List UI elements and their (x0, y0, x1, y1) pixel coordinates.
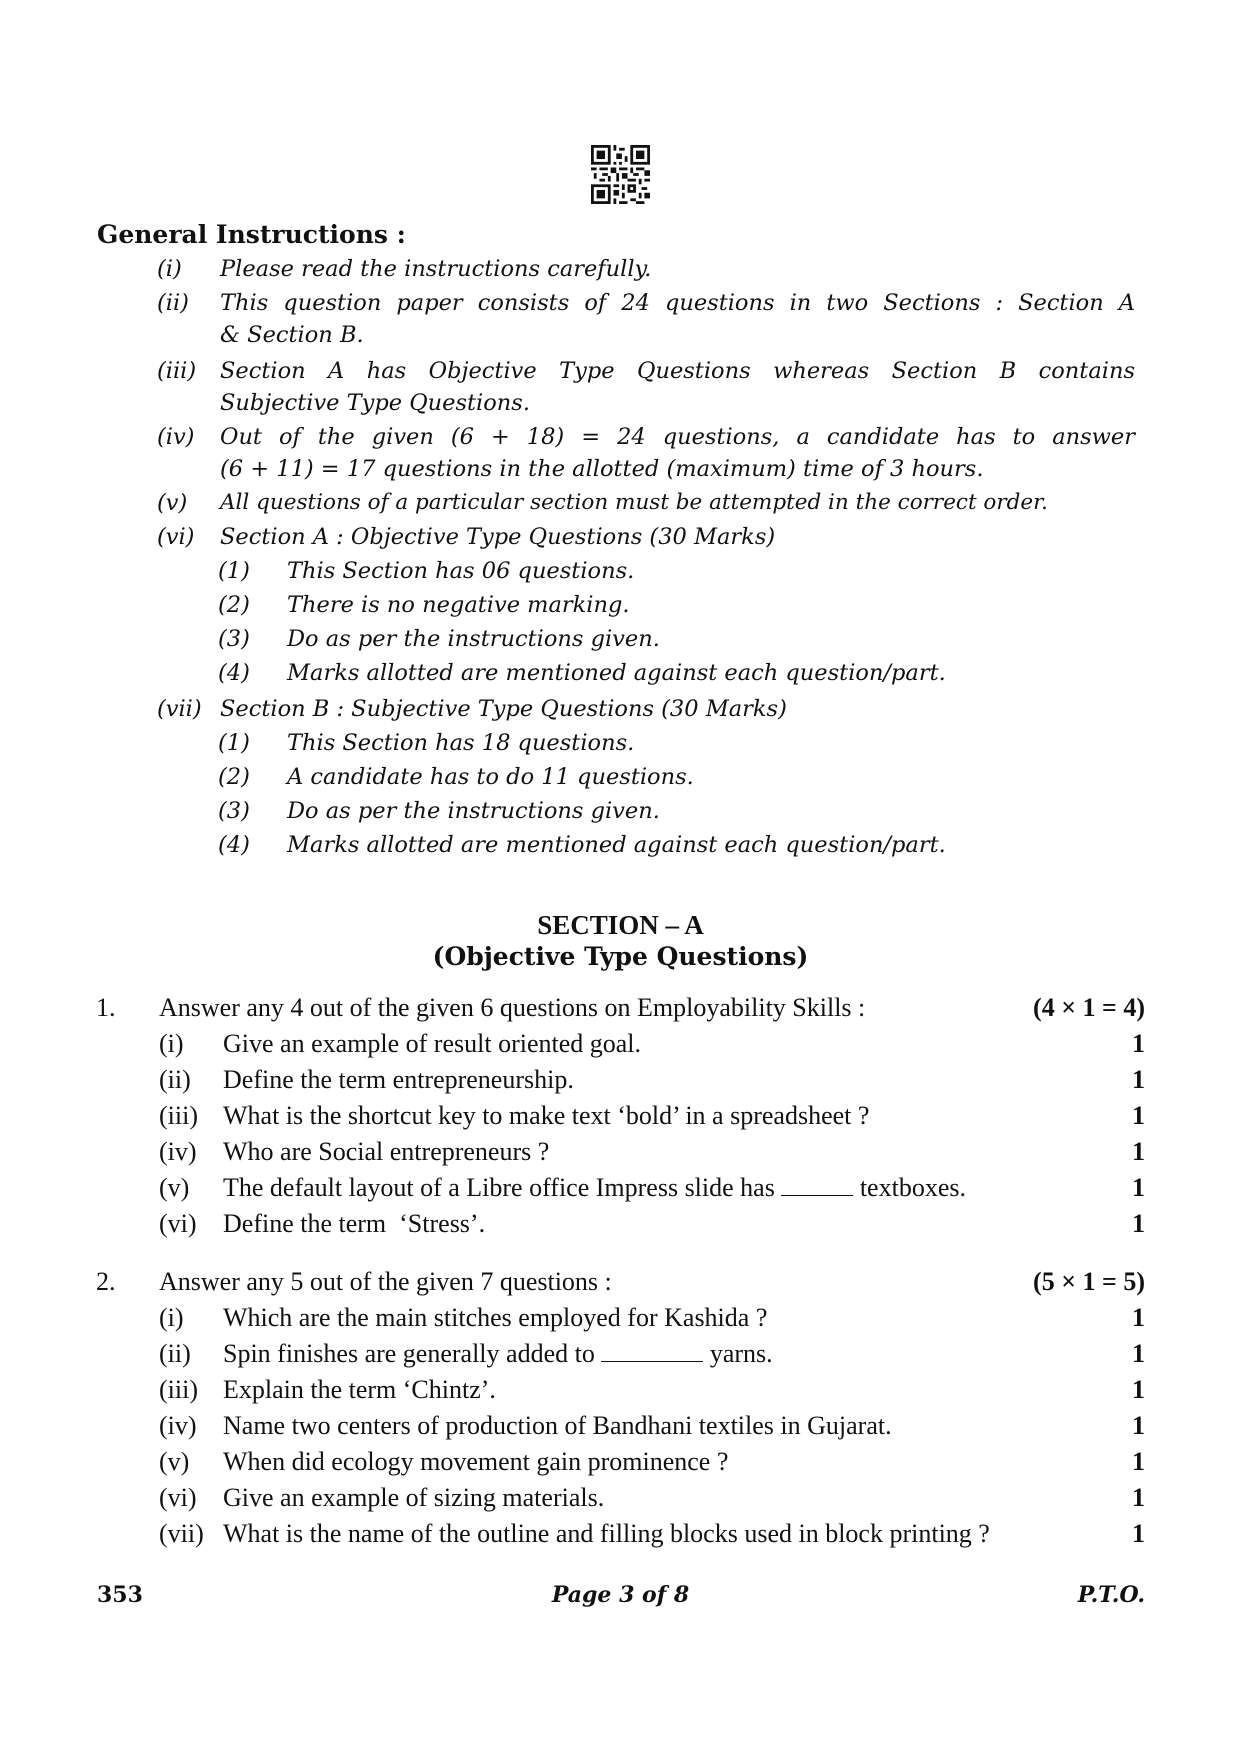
part-marks: 1 (1132, 1375, 1145, 1404)
instruction-text-continued: Subjective Type Questions. (220, 390, 530, 416)
instruction-text: Out of the given (6 + 18) = 24 questions, a candidate has to answer (220, 424, 1135, 450)
sub-instruction-number: (3) (218, 798, 250, 824)
part-text: Explain the term ‘Chintz’. (223, 1375, 496, 1404)
part-number: (ii) (159, 1339, 191, 1368)
sub-instruction-number: (1) (218, 558, 250, 584)
part-number: (iv) (159, 1137, 197, 1166)
part-text-after: textboxes. (859, 1173, 966, 1202)
instruction-text-continued: & Section B. (220, 322, 364, 348)
instruction-number: (i) (157, 256, 182, 282)
part-marks: 1 (1132, 1411, 1145, 1440)
part-marks: 1 (1132, 1029, 1145, 1058)
sub-instruction-number: (2) (218, 592, 250, 618)
part-number: (i) (159, 1303, 184, 1332)
part-marks: 1 (1132, 1137, 1145, 1166)
part-text: Give an example of sizing materials. (223, 1483, 605, 1512)
part-text: What is the shortcut key to make text ‘bold’ in a spreadsheet ? (223, 1101, 870, 1130)
qr-code (591, 145, 650, 204)
part-number: (v) (159, 1447, 190, 1476)
instruction-text: This question paper consists of 24 questions in two Sections : Section A (220, 290, 1135, 316)
instruction-text: Please read the instructions carefully. (220, 256, 652, 282)
sub-instruction-text: Do as per the instructions given. (287, 798, 660, 824)
general-instructions-title: General Instructions : (97, 220, 406, 249)
question-text: Answer any 4 out of the given 6 questions on Employability Skills : (159, 993, 866, 1022)
part-text: Define the term entrepreneurship. (223, 1065, 574, 1094)
sub-instruction-number: (4) (218, 832, 250, 858)
part-number: (i) (159, 1029, 184, 1058)
part-marks: 1 (1132, 1483, 1145, 1512)
question-number: 2. (96, 1267, 116, 1296)
section-heading: SECTION – A (537, 910, 704, 940)
part-text: Give an example of result oriented goal. (223, 1029, 642, 1058)
question-marks: (5 × 1 = 5) (1033, 1267, 1145, 1296)
fill-blank (601, 1341, 703, 1362)
part-text: Who are Social entrepreneurs ? (223, 1137, 550, 1166)
part-number: (vi) (159, 1483, 197, 1512)
part-text: The default layout of a Libre office Impress slide has (223, 1173, 775, 1202)
sub-instruction-text: This Section has 06 questions. (287, 558, 635, 584)
instruction-number: (iii) (157, 358, 197, 384)
sub-instruction-text: A candidate has to do 11 questions. (287, 764, 694, 790)
sub-instruction-number: (4) (218, 660, 250, 686)
part-marks: 1 (1132, 1303, 1145, 1332)
part-number: (iv) (159, 1411, 197, 1440)
sub-instruction-text: There is no negative marking. (287, 592, 630, 618)
instruction-number: (v) (157, 490, 188, 516)
question-marks: (4 × 1 = 4) (1033, 993, 1145, 1022)
sub-instruction-text: Marks allotted are mentioned against each question/part. (287, 832, 946, 858)
part-number: (vii) (159, 1519, 204, 1548)
part-text: What is the name of the outline and filling blocks used in block printing ? (223, 1519, 990, 1548)
sub-instruction-number: (2) (218, 764, 250, 790)
part-number: (iii) (159, 1375, 198, 1404)
instruction-text: Section B : Subjective Type Questions (30 Marks) (220, 696, 787, 722)
part-text-after: yarns. (709, 1339, 773, 1368)
fill-blank (781, 1175, 853, 1196)
part-number: (v) (159, 1173, 190, 1202)
pto-label: P.T.O. (1077, 1582, 1145, 1608)
sub-instruction-text: This Section has 18 questions. (287, 730, 635, 756)
part-number: (vi) (159, 1209, 197, 1238)
instruction-number: (iv) (157, 424, 195, 450)
section-subheading: (Objective Type Questions) (432, 942, 809, 971)
part-text: Which are the main stitches employed for Kashida ? (223, 1303, 768, 1332)
instruction-text: All questions of a particular section must be attempted in the correct order. (220, 490, 1048, 515)
part-marks: 1 (1132, 1339, 1145, 1368)
part-text: When did ecology movement gain prominence ? (223, 1447, 729, 1476)
instruction-number: (ii) (157, 290, 189, 316)
paper-code: 353 (97, 1582, 143, 1608)
sub-instruction-number: (1) (218, 730, 250, 756)
instruction-number: (vi) (157, 524, 195, 550)
sub-instruction-text: Marks allotted are mentioned against each question/part. (287, 660, 946, 686)
instruction-text-continued: (6 + 11) = 17 questions in the allotted (maximum) time of 3 hours. (220, 456, 984, 482)
part-marks: 1 (1132, 1209, 1145, 1238)
instruction-text: Section A has Objective Type Questions whereas Section B contains (220, 358, 1135, 384)
question-text: Answer any 5 out of the given 7 questions : (159, 1267, 612, 1296)
part-marks: 1 (1132, 1065, 1145, 1094)
sub-instruction-number: (3) (218, 626, 250, 652)
part-number: (iii) (159, 1101, 198, 1130)
page-number: Page 3 of 8 (551, 1582, 690, 1608)
instruction-number: (vii) (157, 696, 202, 722)
part-marks: 1 (1132, 1519, 1145, 1548)
instruction-text: Section A : Objective Type Questions (30 Marks) (220, 524, 776, 550)
part-marks: 1 (1132, 1447, 1145, 1476)
part-marks: 1 (1132, 1173, 1145, 1202)
part-marks: 1 (1132, 1101, 1145, 1130)
part-number: (ii) (159, 1065, 191, 1094)
part-text: Spin finishes are generally added to (223, 1339, 595, 1368)
question-number: 1. (96, 993, 116, 1022)
sub-instruction-text: Do as per the instructions given. (287, 626, 660, 652)
part-text: Name two centers of production of Bandhani textiles in Gujarat. (223, 1411, 892, 1440)
part-text: Define the term ‘Stress’. (223, 1209, 486, 1238)
